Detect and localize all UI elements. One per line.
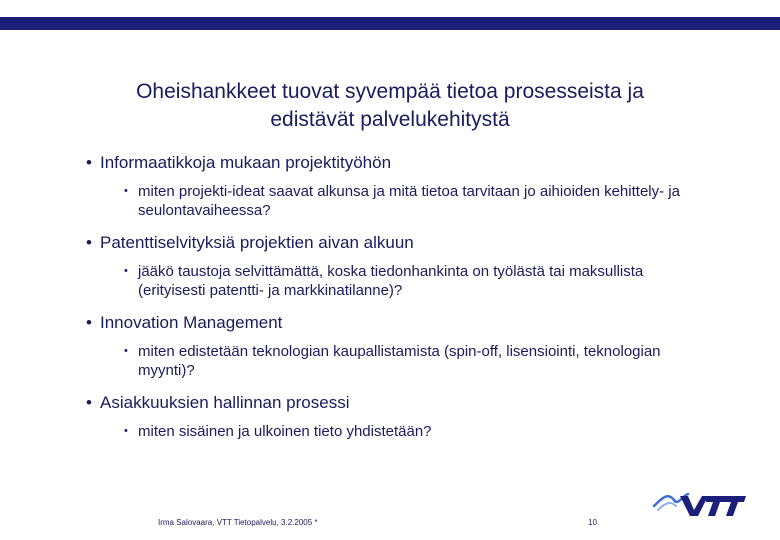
bullet-dot-icon: • [86,233,92,252]
sub-bullet-item [124,262,698,300]
sub-bullet-text: miten sisäinen ja ulkoinen tieto yhdistetään? [138,423,432,440]
bullet-group [86,392,726,441]
sub-bullet-text: miten edistetään teknologian kaupallistamista (spin-off, lisensiointi, teknologian myynti)? [138,343,661,379]
title-line-1: Oheishankkeet tuovat syvempää tietoa prosesseista ja [136,80,644,103]
sub-bullet-item [124,342,698,380]
bullet-item [86,392,726,414]
sub-bullet-text: jääkö taustoja selvittämättä, koska tiedonhankinta on työlästä tai maksullista (erityisesti patentti- ja markkinatilanne)? [138,263,644,299]
sub-bullet-dot-icon: • [124,265,128,277]
bullet-group [86,152,726,220]
page-number: 10 [588,518,597,527]
sub-bullet-dot-icon: • [124,345,128,357]
sub-bullet-dot-icon: • [124,425,128,437]
title-line-2: edistävät palvelukehitystä [270,108,510,131]
sub-bullet-text: miten projekti-ideat saavat alkunsa ja mitä tietoa tarvitaan jo aihioiden kehittely- ja seulontavaiheessa? [138,183,680,219]
bullet-item [86,232,726,254]
header-bar [0,17,780,30]
bullet-list [86,152,726,453]
bullet-dot-icon: • [86,153,92,172]
bullet-text: Patenttiselvityksiä projektien aivan alkuun [100,233,414,252]
bullet-dot-icon: • [86,393,92,412]
bullet-text: Informaatikkoja mukaan projektityöhön [100,153,392,172]
bullet-dot-icon: • [86,313,92,332]
bullet-group [86,312,726,380]
sub-bullet-dot-icon: • [124,185,128,197]
sub-bullet-item [124,182,698,220]
footer-author: Irma Salovaara, VTT Tietopalvelu, 3.2.2005 * [158,518,318,527]
bullet-text: Innovation Management [100,313,283,332]
vtt-logo-icon [652,484,748,520]
slide-title [60,78,720,134]
sub-bullet-item [124,422,698,441]
bullet-text: Asiakkuuksien hallinnan prosessi [100,393,350,412]
bullet-item [86,312,726,334]
bullet-group [86,232,726,300]
bullet-item [86,152,726,174]
